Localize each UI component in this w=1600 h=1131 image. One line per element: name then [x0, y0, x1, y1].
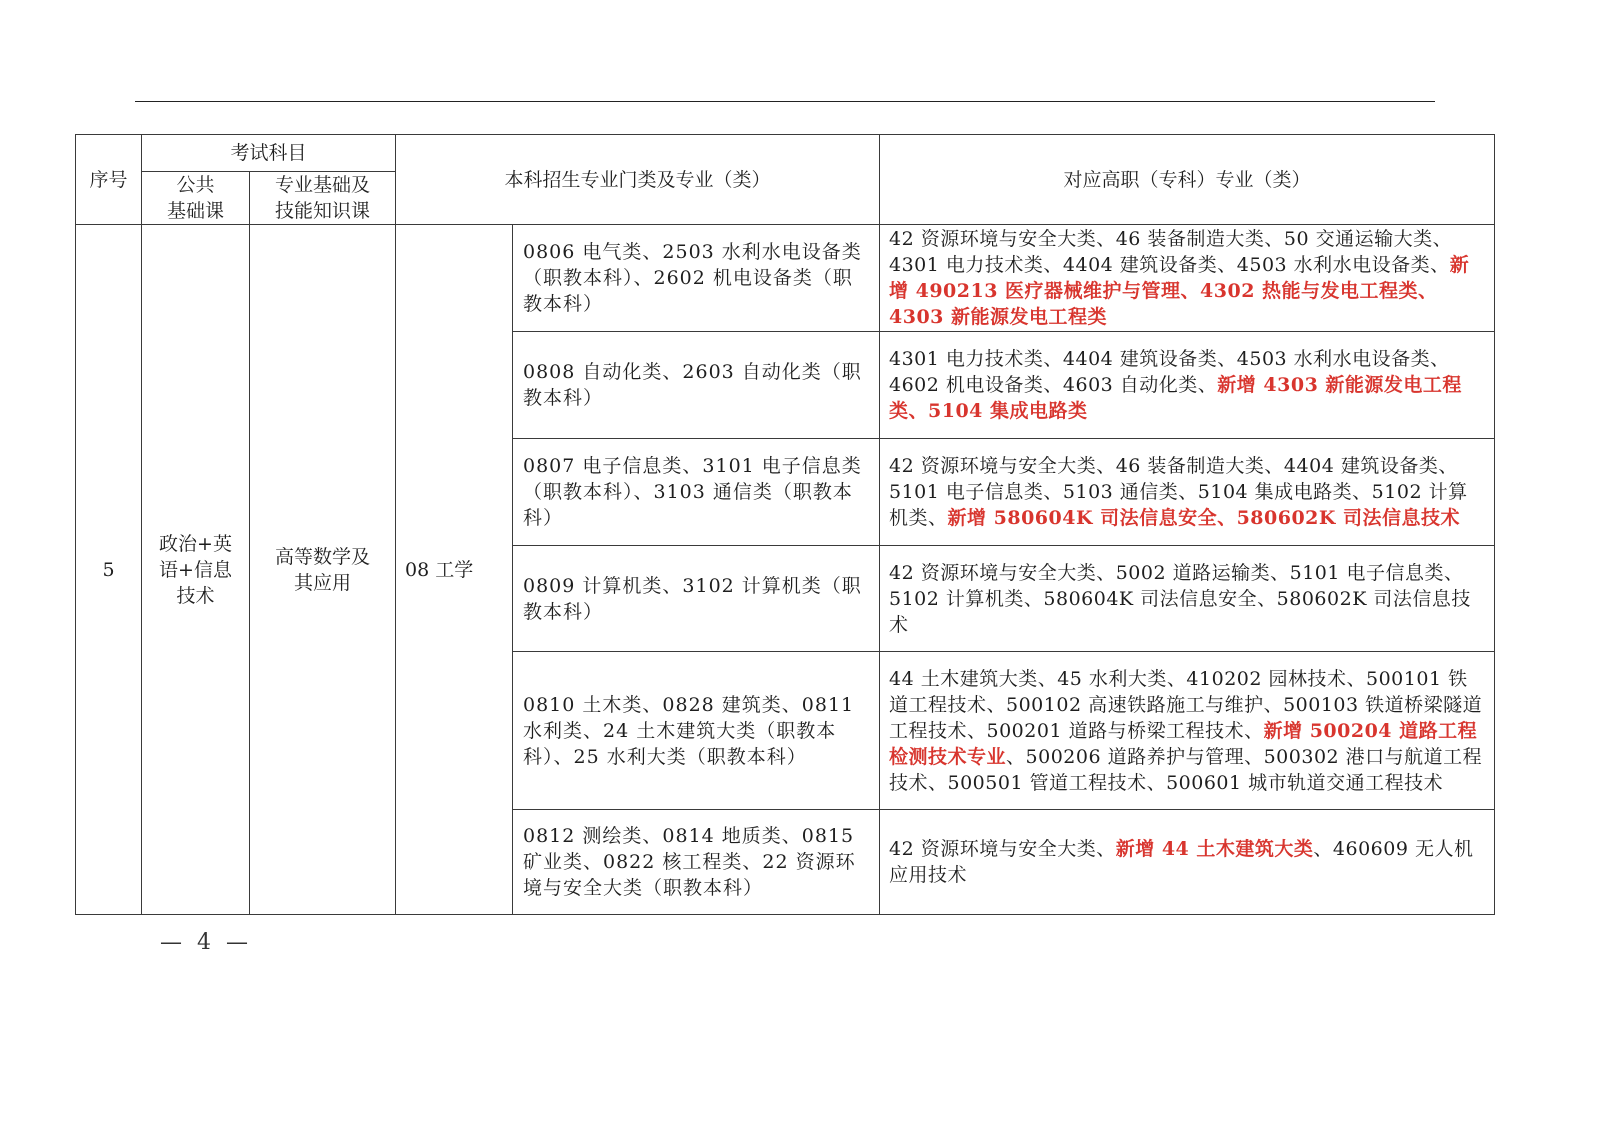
header-exam-subjects: 考试科目 [142, 135, 396, 172]
public-basic-cell: 政治+英 语+信息 技术 [142, 225, 250, 915]
vocational-cell: 42 资源环境与安全大类、新增 44 土木建筑大类、460609 无人机应用技术 [880, 810, 1495, 915]
professional-basic-cell: 高等数学及 其应用 [250, 225, 396, 915]
header-seq: 序号 [76, 135, 142, 225]
undergrad-cell: 0812 测绘类、0814 地质类、0815 矿业类、0822 核工程类、22 资源环境与安全大类（职教本科） [513, 810, 880, 915]
new-addition: 新增 500204 道路工程检测技术专业 [889, 719, 1478, 768]
undergrad-cell: 0807 电子信息类、3101 电子信息类（职教本科）、3103 通信类（职教本科） [513, 439, 880, 546]
undergrad-cell: 0809 计算机类、3102 计算机类（职教本科） [513, 546, 880, 652]
table-row [76, 225, 1495, 332]
header-undergrad-majors: 本科招生专业门类及专业（类） [396, 135, 880, 225]
new-addition: 新增 490213 医疗器械维护与管理、4302 热能与发电工程类、4303 新能源发电工程类 [889, 254, 1470, 328]
vocational-cell: 42 资源环境与安全大类、5002 道路运输类、5101 电子信息类、5102 计算机类、580604K 司法信息安全、580602K 司法信息技术 [880, 546, 1495, 652]
undergrad-cell: 0808 自动化类、2603 自动化类（职教本科） [513, 332, 880, 439]
vocational-cell: 42 资源环境与安全大类、46 装备制造大类、4404 建筑设备类、5101 电子信息类、5103 通信类、5104 集成电路类、5102 计算机类、新增 580604K 司法信息安全、580602K 司法信息技术 [880, 439, 1495, 546]
undergrad-cell: 0806 电气类、2503 水利水电设备类（职教本科）、2602 机电设备类（职教本科） [513, 225, 880, 332]
top-rule [135, 101, 1435, 102]
vocational-cell: 44 土木建筑大类、45 水利大类、410202 园林技术、500101 铁道工程技术、500102 高速铁路施工与维护、500103 铁道桥梁隧道工程技术、500201 道路与桥梁工程技术、新增 500204 道路工程检测技术专业、500206 道路养护与管理、500302 港口与航道工程技术、500501 管道工程技术、500601 城市轨道交通工程技术 [880, 652, 1495, 810]
header-vocational-majors: 对应高职（专科）专业（类） [880, 135, 1495, 225]
vocational-cell: 42 资源环境与安全大类、46 装备制造大类、50 交通运输大类、4301 电力技术类、4404 建筑设备类、4503 水利水电设备类、新增 490213 医疗器械维护与管理、4302 热能与发电工程类、4303 新能源发电工程类 [880, 225, 1495, 332]
page-number: — 4 — [160, 930, 252, 955]
vocational-cell: 4301 电力技术类、4404 建筑设备类、4503 水利水电设备类、4602 机电设备类、4603 自动化类、新增 4303 新能源发电工程类、5104 集成电路类 [880, 332, 1495, 439]
new-addition: 新增 4303 新能源发电工程类、5104 集成电路类 [889, 374, 1462, 422]
header-public-basic: 公共 基础课 [142, 172, 250, 225]
new-addition: 新增 44 土木建筑大类 [1115, 838, 1314, 860]
seq-cell: 5 [76, 225, 142, 915]
undergrad-cell: 0810 土木类、0828 建筑类、0811 水利类、24 土木建筑大类（职教本科）、25 水利大类（职教本科） [513, 652, 880, 810]
major-mapping-table [75, 134, 1495, 915]
header-professional-basic: 专业基础及 技能知识课 [250, 172, 396, 225]
new-addition: 新增 580604K 司法信息安全、580602K 司法信息技术 [947, 507, 1461, 529]
category-cell: 08 工学 [396, 225, 513, 915]
